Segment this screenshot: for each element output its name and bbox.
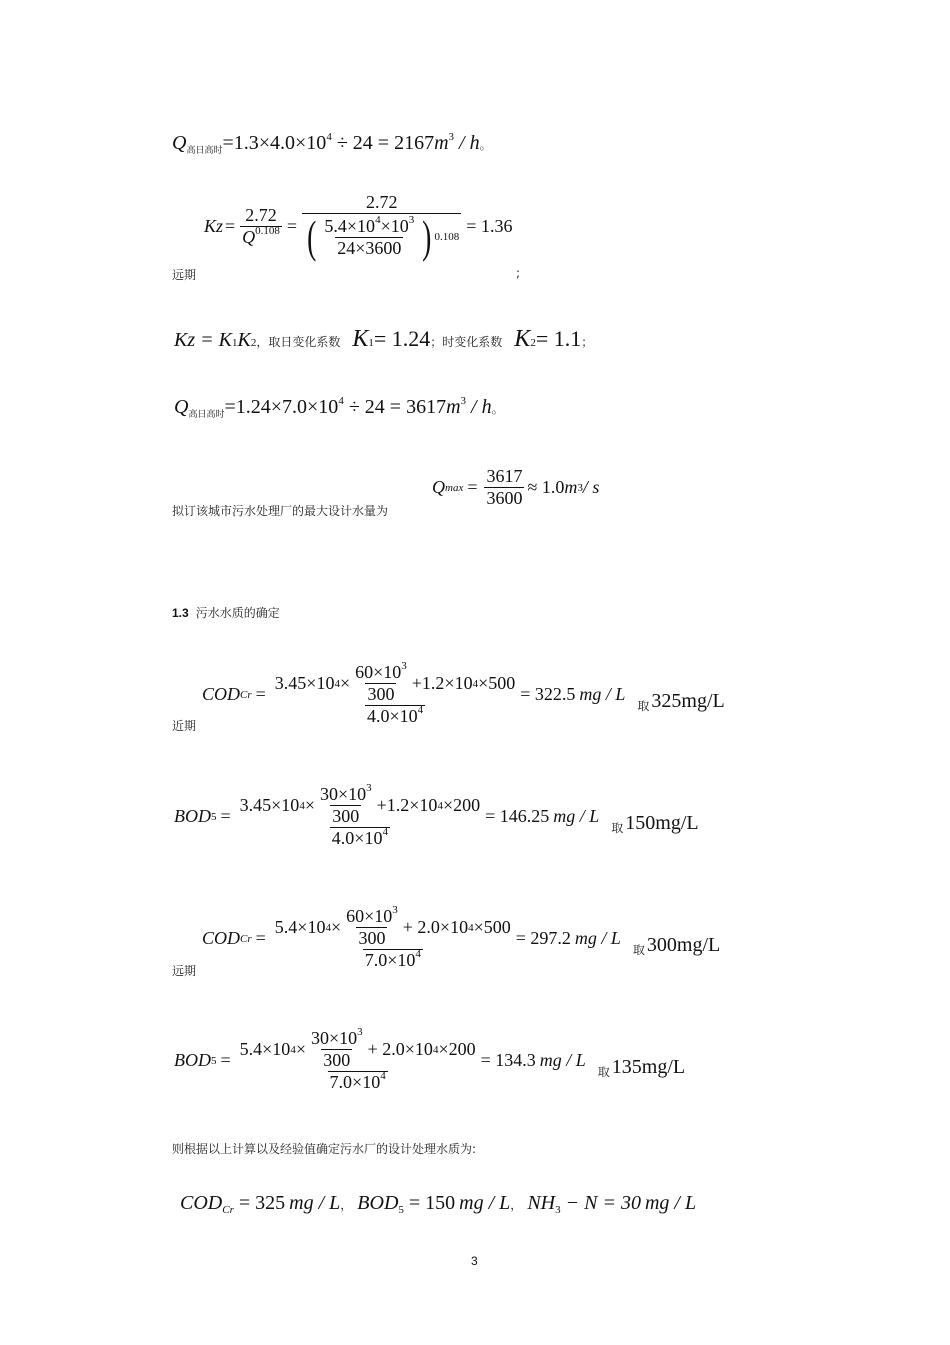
- k2-value: = 1.1: [535, 326, 582, 351]
- eq-rest: ÷ 24 = 3617: [343, 396, 447, 418]
- take-label: 取: [597, 1064, 610, 1079]
- main-numerator: 3.45×10 4 × $\frac{30\times 10^3}{300}$ +1.2×10 4 ×200: [239, 782, 481, 826]
- inner-num-text: 30×10: [319, 784, 367, 804]
- conclusion-text: 则根据以上计算以及经验值确定污水厂的设计处理水质为:: [172, 1142, 477, 1156]
- term-b: + 2.0×10: [367, 1039, 433, 1059]
- unit-m: m: [434, 132, 449, 154]
- main-fraction: [238, 784, 482, 849]
- take-amount: 325mg/L: [651, 689, 725, 712]
- unit: mg / L: [644, 1192, 697, 1214]
- unit: mg / L: [574, 928, 621, 948]
- label-near: 近期: [172, 719, 197, 733]
- unit-h: / h: [454, 132, 480, 154]
- exp: 3: [392, 904, 398, 916]
- term-b: +1.2×10: [376, 795, 438, 815]
- equation-final-quality: [180, 1192, 696, 1215]
- inner-fraction: [344, 906, 400, 949]
- take-amount: 135mg/L: [611, 1055, 686, 1078]
- equation-qmax-far: [174, 396, 504, 419]
- inner-fraction: [309, 1028, 365, 1071]
- exp: 4: [380, 1070, 386, 1082]
- equals: =: [220, 1050, 231, 1070]
- term-a: 3.45×10: [239, 795, 300, 815]
- page-number: 3: [471, 1254, 478, 1268]
- separator: ，: [510, 1198, 523, 1212]
- cod-symbol: COD: [180, 1192, 223, 1214]
- main-numerator: 5.4×10 4 × $\frac{30\times 10^3}{300}$ + 2.0×10 4 ×200: [239, 1026, 476, 1070]
- take-label: 取: [637, 698, 650, 713]
- k1-value: = 1.24: [373, 326, 431, 351]
- bod-symbol: BOD: [174, 1050, 211, 1070]
- q-symbol: Q: [172, 132, 187, 154]
- main-numerator: 5.4×10 4 × $\frac{60\times 10^3}{300}$ + 2.0×10 4 ×500: [274, 904, 511, 948]
- inner-denominator: 300: [332, 806, 360, 826]
- main-denominator: [328, 1071, 388, 1093]
- take-value: [611, 812, 698, 836]
- comma: ，: [256, 335, 269, 349]
- k1-symbol: K: [352, 326, 369, 352]
- exp: 4: [326, 131, 332, 143]
- nh3-symbol: NH: [527, 1192, 556, 1214]
- den-text: 4.0×10: [331, 828, 383, 848]
- inner-fraction: [318, 784, 374, 827]
- kz-k1: Kz = K: [174, 329, 232, 351]
- exp: 4: [375, 213, 381, 226]
- take-value: [633, 934, 720, 958]
- kz-result: = 1.36: [466, 215, 513, 236]
- unit-h: / h: [466, 396, 492, 418]
- unit: mg / L: [289, 1192, 341, 1214]
- inner-num-text: 30×10: [310, 1028, 358, 1048]
- unit-m: m: [446, 396, 461, 418]
- exp: 4: [338, 395, 344, 407]
- exp: 4: [417, 704, 424, 716]
- exp: 3: [460, 395, 467, 407]
- equals: =: [220, 806, 231, 826]
- term-b: + 2.0×10: [402, 917, 469, 937]
- main-fraction: [273, 906, 513, 971]
- equation-qmax-near: [172, 132, 492, 155]
- den-text: 7.0×10: [329, 1072, 381, 1092]
- equals: =: [286, 215, 298, 236]
- nh3-value: − N = 30: [560, 1192, 641, 1214]
- eq-rhs: =1.3×4.0×10: [222, 132, 327, 154]
- term-a: 3.45×10: [274, 673, 335, 693]
- times: ×: [330, 917, 342, 937]
- den-text: 4.0×10: [366, 706, 418, 726]
- q-symbol: Q: [174, 396, 189, 418]
- equals: =: [225, 215, 236, 236]
- equation-kz-coefficients: Kz = K 1 K 2 ， 取日变化系数 K 1 = 1.24 ；时变化系数 K 2 = 1.1 ；: [174, 326, 594, 352]
- k2-symbol: K: [514, 326, 531, 352]
- unit-m: m: [564, 477, 578, 497]
- term-a: 5.4×10: [239, 1039, 291, 1059]
- inner-num-text: 60×10: [355, 662, 402, 682]
- main-fraction: [238, 1028, 478, 1093]
- subscript: 5: [398, 1204, 404, 1216]
- inner-fraction: [353, 662, 409, 705]
- unit-s: / s: [582, 477, 600, 497]
- subscript: 3: [555, 1204, 561, 1216]
- result: = 134.3: [480, 1050, 536, 1070]
- fraction-2: [302, 192, 461, 260]
- equals: =: [255, 684, 266, 704]
- right-paren: ): [422, 211, 432, 262]
- left-paren: (: [307, 211, 317, 262]
- fraction-numerator: 2.72: [365, 192, 398, 212]
- period: 。: [491, 402, 504, 416]
- equation-bod-near: BOD 5 = 3.45×10 4 × $\frac{30\times 10^3}{300}$ +1.2×10 4 ×200 $4.0\times 10^4$ = 146.25 mg / L 取 150mg/L: [174, 782, 699, 848]
- times: ×: [304, 795, 315, 815]
- approx-value: ≈ 1.0: [527, 477, 565, 497]
- bod-value: = 150: [403, 1192, 456, 1214]
- design-flow-text: 拟订该城市污水处理厂的最大设计水量为: [172, 504, 389, 518]
- label-far: 远期: [172, 964, 197, 978]
- semicolon: ；: [581, 335, 594, 349]
- q-symbol: Q: [432, 477, 445, 497]
- exp: 3: [357, 1026, 363, 1038]
- fraction-numerator: 2.72: [245, 204, 277, 225]
- bod-symbol: BOD: [174, 806, 211, 826]
- times: ×: [339, 673, 351, 693]
- bod-symbol: BOD: [357, 1192, 399, 1214]
- section-heading: [172, 604, 280, 621]
- period: 。: [479, 138, 492, 152]
- take-amount: 150mg/L: [625, 811, 699, 834]
- inner-num-text: 5.4×10: [324, 215, 376, 236]
- inner-denominator: 24×3600: [337, 237, 402, 258]
- equation-design-flow: Q max = $\frac{3617}{3600}$ ≈ 1.0 m 3 / s: [432, 466, 600, 508]
- cod-symbol: COD: [202, 684, 241, 704]
- inner-fraction: [322, 213, 416, 259]
- term-b-rest: ×200: [442, 795, 481, 815]
- term-b-rest: ×500: [478, 673, 516, 693]
- inner-numerator: [309, 1028, 365, 1049]
- take-amount: 300mg/L: [646, 933, 721, 956]
- unit: mg / L: [579, 684, 626, 704]
- equation-cod-near: COD Cr = 3.45×10 4 × $\frac{60\times 10^3}{300}$ +1.2×10 4 ×500 $4.0\times 10^4$ = 322.5 mg / L 取 325mg/L: [202, 660, 725, 726]
- take-value: [637, 690, 724, 714]
- main-denominator: [365, 705, 425, 727]
- exp: 0.108: [255, 224, 280, 237]
- unit: mg / L: [459, 1192, 511, 1214]
- k2: K: [237, 329, 251, 351]
- inner-numerator: [353, 662, 409, 683]
- label-far: 远期: [172, 268, 197, 282]
- fraction-1: [240, 205, 282, 248]
- main-numerator: 3.45×10 4 × $\frac{60\times 10^3}{300}$ +1.2×10 4 ×500: [274, 660, 516, 704]
- main-fraction: [273, 662, 517, 727]
- fraction-denominator: ( $\frac{5.4\times 10^4\times 10^3}{24\times 3600}$ ) 0.108: [302, 213, 461, 260]
- result: = 322.5: [520, 684, 576, 704]
- term-b: +1.2×10: [411, 673, 473, 693]
- take-label: 取: [611, 820, 624, 835]
- hourly-coefficient-label: ；时变化系数: [430, 335, 503, 349]
- q-subscript: 高日高时: [186, 146, 223, 156]
- term-b-rest: ×500: [473, 917, 511, 937]
- separator: ，: [340, 1198, 353, 1212]
- section-title: 污水水质的确定: [195, 606, 280, 620]
- inner-denominator: 300: [367, 684, 395, 704]
- inner-num-text: 60×10: [346, 906, 393, 926]
- eq-rest: ÷ 24 = 2167: [331, 132, 435, 154]
- inner-denominator: 300: [323, 1050, 351, 1070]
- equation-bod-far: BOD 5 = 5.4×10 4 × $\frac{30\times 10^3}{300}$ + 2.0×10 4 ×200 $7.0\times 10^4$ = 134.3 mg / L 取 135mg/L: [174, 1026, 686, 1092]
- result: = 297.2: [515, 928, 571, 948]
- design-fraction: [484, 466, 524, 509]
- equation-kz: [204, 192, 512, 260]
- q-subscript: 高日高时: [188, 410, 225, 420]
- fraction-denominator: 3600: [486, 488, 523, 508]
- exp: 3: [401, 660, 407, 672]
- exp: 3: [366, 782, 372, 794]
- inner-numerator: [344, 906, 400, 927]
- inner-numerator: [318, 784, 374, 805]
- fraction-numerator: 3617: [486, 466, 523, 486]
- daily-coefficient-label: 取日变化系数: [268, 335, 341, 349]
- unit: mg / L: [539, 1050, 586, 1070]
- eq-rhs: =1.24×7.0×10: [224, 396, 339, 418]
- section-number: 1.3: [172, 606, 189, 620]
- equation-cod-far: COD Cr = 5.4×10 4 × $\frac{60\times 10^3}{300}$ + 2.0×10 4 ×500 $7.0\times 10^4$ = 297.2 mg / L 取 300mg/L: [202, 904, 721, 970]
- subscript: Cr: [222, 1204, 234, 1216]
- take-label: 取: [632, 942, 645, 957]
- inner-num-text: ×10: [380, 215, 409, 236]
- main-denominator: [330, 827, 390, 849]
- inner-numerator: [322, 213, 416, 237]
- exp: 3: [448, 131, 455, 143]
- exp: 4: [415, 948, 421, 960]
- exp: 4: [382, 826, 388, 838]
- den-text: 7.0×10: [364, 950, 416, 970]
- cod-symbol: COD: [202, 928, 241, 948]
- main-denominator: [363, 949, 423, 971]
- term-b-rest: ×200: [438, 1039, 476, 1059]
- equals: =: [255, 928, 266, 948]
- cod-value: = 325: [233, 1192, 286, 1214]
- inner-denominator: 300: [358, 928, 386, 948]
- fraction-denominator: [240, 226, 282, 248]
- q-symbol: Q: [242, 226, 256, 247]
- semicolon: ;: [516, 266, 521, 280]
- exp: 3: [408, 213, 415, 226]
- unit: mg / L: [553, 806, 600, 826]
- take-value: [598, 1056, 685, 1080]
- kz-symbol: Kz: [204, 215, 224, 236]
- result: = 146.25: [485, 806, 550, 826]
- times: ×: [295, 1039, 306, 1059]
- term-a: 5.4×10: [274, 917, 326, 937]
- equals: =: [467, 477, 478, 497]
